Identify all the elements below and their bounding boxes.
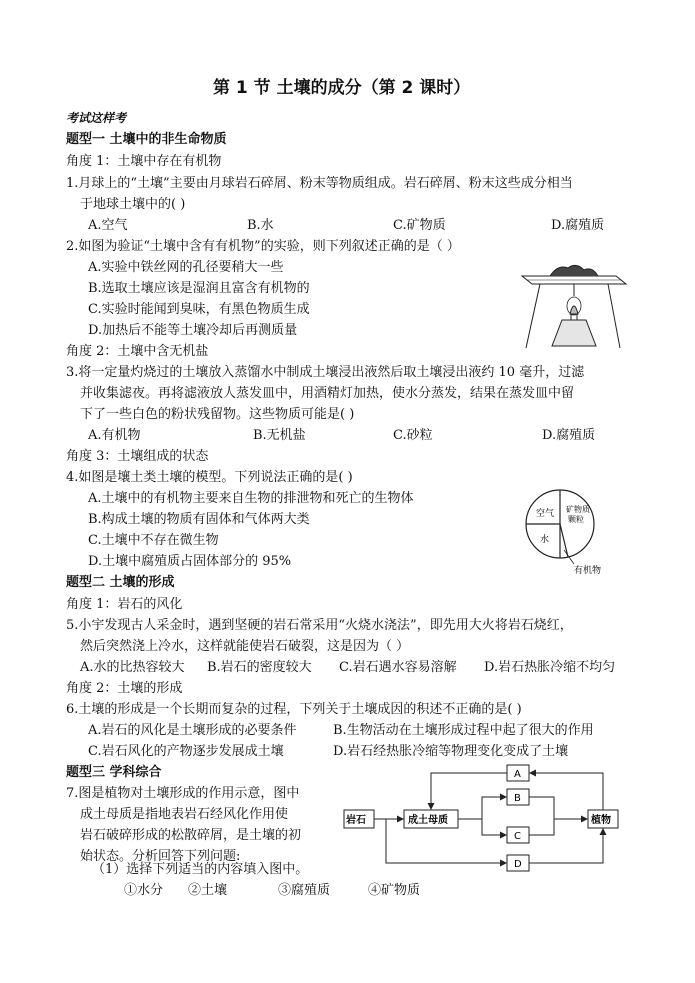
- q6-option-c: C.岩石风化的产物逐步发展成土壤: [88, 744, 284, 759]
- q2-option-d: D.加热后不能等土壤冷却后再测质量: [88, 323, 298, 338]
- pie-label-organic: 有机物: [574, 566, 602, 576]
- q5-option-a: A.水的比热容较大: [80, 660, 185, 675]
- exam-label: 考试这样考: [66, 111, 127, 125]
- q3-option-b: B.无机盐: [253, 428, 306, 443]
- q3-line1: 3.将一定量灼烧过的土壤放入蒸馏水中制成土壤浸出液然后取土壤浸出液约 10 毫升，过滤: [66, 365, 585, 380]
- q1-option-d: D.腐殖质: [551, 218, 605, 233]
- q4-option-b: B.构成土壤的物质有固体和气体两大类: [88, 512, 310, 527]
- soil-model-pie: [512, 478, 612, 578]
- pie-label-water: 水: [540, 535, 550, 545]
- rock-label: 岩石: [346, 815, 366, 826]
- pie-label-air: 空气: [536, 509, 555, 519]
- q6-option-b: B.生物活动在土壤形成过程中起了很大的作用: [333, 723, 594, 738]
- soil-formation-diagram: [340, 760, 630, 878]
- q4-option-c: C.土壤中不存在微生物: [88, 533, 219, 548]
- angle-2-2: 角度 2：土壤的形成: [66, 681, 183, 696]
- q7-choice-4: ④矿物质: [368, 883, 421, 898]
- q7-choice-1: ①水分: [124, 883, 164, 898]
- q1-option-c: C.矿物质: [393, 218, 446, 233]
- box-d-label: D: [514, 859, 522, 870]
- q6-option-d: D.岩石经热胀冷缩等物理变化变成了土壤: [333, 744, 569, 759]
- angle-1-2: 角度 2：土壤中含无机盐: [66, 344, 209, 359]
- angle-1-3: 角度 3：土壤组成的状态: [66, 449, 209, 464]
- q7-choice-2: ②土壤: [188, 883, 228, 898]
- q5-line1: 5.小宇发现古人采金时，遇到坚硬的岩石常采用“火烧水浇法”，即先用大火将岩石烧红，: [66, 618, 573, 633]
- q1-option-a: A.空气: [88, 218, 128, 233]
- heating-apparatus-figure: [512, 256, 628, 352]
- q1-line1: 1.月球上的“土壤”主要由月球岩石碎屑、粉末等物质组成。岩石碎屑、粉末这些成分相当: [66, 176, 573, 191]
- q5-option-b: B.岩石的密度较大: [207, 660, 312, 675]
- section-heading-1: 题型一 土壤中的非生命物质: [66, 132, 227, 147]
- q7-choice-3: ③腐殖质: [278, 883, 331, 898]
- pie-label-mineral: 矿物质: [566, 505, 590, 514]
- q7-line2: 成土母质是指地表岩石经风化作用使: [80, 807, 289, 822]
- q4-line1: 4.如图是壤土类土壤的模型。下列说法正确的是( ): [66, 470, 353, 485]
- angle-1-1: 角度 1：土壤中存在有机物: [66, 154, 222, 169]
- q5-option-c: C.岩石遇水容易溶解: [339, 660, 457, 675]
- box-a-label: A: [514, 769, 521, 780]
- angle-2-1: 角度 1：岩石的风化: [66, 597, 183, 612]
- q6-line1: 6.土壤的形成是一个长期而复杂的过程，下列关于土壤成因的积述不正确的是( ): [66, 702, 522, 717]
- q2-option-a: A.实验中铁丝网的孔径要稍大一些: [88, 260, 284, 275]
- q7-line3: 岩石破碎形成的松散碎屑，是土壤的初: [80, 828, 302, 843]
- q2-option-c: C.实验时能闻到臭味，有黑色物质生成: [88, 302, 310, 317]
- q6-option-a: A.岩石的风化是土壤形成的必要条件: [88, 723, 297, 738]
- q4-option-d: D.土壤中腐殖质占固体部分的 95%: [88, 554, 292, 569]
- plant-label: 植物: [591, 815, 611, 826]
- parent-material-label: 成土母质: [408, 815, 448, 826]
- section-heading-2: 题型二 土壤的形成: [66, 575, 175, 590]
- q2-line1: 2.如图为验证“土壤中含有有机物”的实验，则下列叙述正确的是（ ）: [66, 239, 460, 254]
- q7-sub1: （1）选择下列适当的内容填入图中。: [92, 862, 309, 877]
- q3-line2: 并收集滤夜。再将滤液放人蒸发皿中，用酒精灯加热，使水分蒸发，结果在蒸发皿中留: [80, 386, 575, 401]
- q3-option-a: A.有机物: [88, 428, 141, 443]
- page-title: 第 1 节 土壤的成分（第 2 课时）: [213, 78, 471, 98]
- pie-label-particle: 颗粒: [568, 515, 584, 524]
- q1-line2: 于地球土壤中的( ): [80, 197, 186, 212]
- pie-divider-organic-mineral: [560, 524, 568, 557]
- q3-option-d: D.腐殖质: [542, 428, 596, 443]
- q4-option-a: A.土壤中的有机物主要来自生物的排泄物和死亡的生物体: [88, 491, 414, 506]
- q3-line3: 下了一些白色的粉状残留物。这些物质可能是( ): [80, 407, 355, 422]
- q5-option-d: D.岩石热胀冷缩不均匀: [484, 660, 616, 675]
- section-heading-3: 题型三 学科综合: [66, 765, 162, 780]
- q1-option-b: B.水: [247, 218, 274, 233]
- q7-line1: 7.图是植物对土壤形成的作用示意，图中: [66, 786, 300, 801]
- q7-line4: 始状态。分析回答下列问题:: [80, 849, 241, 864]
- q3-option-c: C.砂粒: [393, 428, 433, 443]
- q2-option-b: B.选取土壤应该是湿润且富含有机物的: [88, 281, 310, 296]
- q5-line2: 然后突然浇上冷水，这样就能使岩石破裂，这是因为（ ）: [80, 639, 410, 654]
- box-b-label: B: [514, 793, 521, 804]
- box-c-label: C: [514, 831, 521, 842]
